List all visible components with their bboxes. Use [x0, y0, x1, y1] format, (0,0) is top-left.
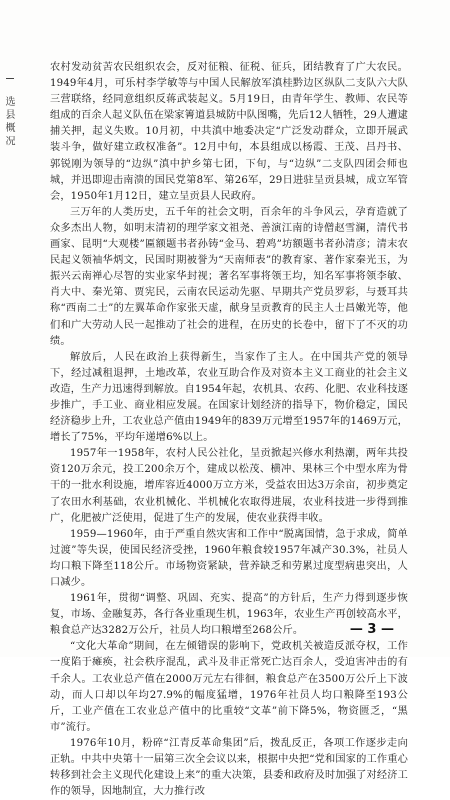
- margin-mark: [6, 78, 14, 79]
- paragraph: “文化大革命”期间，在左倾错误的影响下，党政机关被造反派夺权，工作一度陷于瘫痪，社会秩序混乱，武斗及非正常死亡达百余人，受迫害冲击的有千余人。工农业总产值在2000万元左右徘徊，粮食总产在3500万公斤上下波动，而人口却以年均27.9%的幅度猛增，1976年社员人均口粮降至193公斤，工业产值在工农业总产值中的比重较“文革”前下降5%，物资匮乏，“黑市”流行。: [50, 641, 408, 733]
- paragraph: 三万年的人类历史，五千年的社会文明，百余年的斗争风云，孕育造就了众多杰出人物，如明末清初的理学家文祖尧、善演江南的诗僧赵雪澜，清代书画家、昆明“大观楼”匾额题书者孙铸“金马、碧鸡”坊额题书者孙清彦；清末农民起义领袖华炳文，民国时期被誉为“天南师表”的教育家、著作家秦光玉，为振兴云南禅心尽智的实业家华封视；著名军事将领王均，知名军事将领李敏、肖大中、秦光第、贾宪民，云南农民运动先驱、早期共产党员罗彩，与聂耳共称“西南二士”的左翼革命作家张天虚，献身呈贡教育的民主人士昌嫩光等，他们和广大劳动人民一起推动了社会的进程，在历史的长卷中，留下了不灭的功绩。: [50, 206, 408, 347]
- paragraph: 1957年一1958年，农村人民公社化，呈贡掀起兴修水利热潮，两年共投资120万余元，投工200余万个，建成以松茂、横冲、果林三个中型水库为骨干的一批水利设施，增库容近4000万立方米，受益农田达3万余亩，初步奠定了农田水利基础，农业机械化、半机械化农取得进展，农业科技进一步得到推广，化肥被广泛使用，促进了生产的发展，使农业获得丰收。: [50, 448, 408, 524]
- body-text: [50, 60, 408, 800]
- paragraph: 1959—1960年，由于严重自然灾害和工作中“脱离国情，急于求成，简单过渡”等失误，使国民经济受挫，1960年粮食较1957年减产30.3%，社员人均口粮下降至118公斤。市场物资紧缺，营养缺乏和劳累过度型病患突出，人口减少。: [50, 528, 408, 588]
- margin-note: 选 县 概 况: [3, 96, 14, 146]
- paragraph: 1976年10月，粉碎“江青反革命集团”后，拨乱反正，各项工作逐步走向正轨。中共中央第十一届第三次全会议以来，根据中央把“党和国家的工作重心转移到社会主义现代化建设上来”的重大决策，县委和政府及时加强了对经济工作的领导，因地制宜，大力推行改: [50, 737, 408, 798]
- paragraph: 1961年，贯彻“调整、巩固、充实、提高”的方针后，生产力得到逐步恢复，市场、金融复苏，各行各业重现生机，1963年，农业生产再创较高水平，粮食总产达3282万公斤，社员人均口粮增至268公斤。: [50, 593, 408, 637]
- paragraph: 解放后，人民在政治上获得新生，当家作了主人。在中国共产党的领导下，经过减租退押，土地改革，农业互助合作及对资本主义工商业的社会主义改造，生产力迅速得到解放。自1954年起，农机具、农药、化肥、农业科技逐步推广，手工业、商业相应发展。在国家计划经济的指导下，物价稳定，国民经济稳步上升，工农业总产值由1949年的839万元增至1957年的1469万元，增长了75%，平均年递增6%以上。: [50, 351, 408, 444]
- page-number: — 3 —: [349, 622, 394, 637]
- paragraph: 农村发动贫苦农民组织农会，反对征粮、征税、征兵，团结教育了广大农民。1949年4月，可乐村李学敏等与中国人民解放军滇桂黔边区纵队二支队六大队三营联络，经同意组织反蒋武装起义。5月19日，由青年学生、教师、农民等组成的百余人起义队伍在梁家箐道县城防中队图嘴，先后12人牺牲，29人遭逮捕关押，起义失败。10月初，中共滇中地委决定“广泛发动群众，立即开展武装斗争，做好建立政权准备”。12月中旬，本县组成以杨霞、王茂、吕丹书、郭锐刚为领导的“边纵”滇中护乡第七团，下旬，与“边纵”二支队四团会师也城，并迅即迎击南溃的国民党第8军、第26军，29日进驻呈贡县城，成立军管会，1950年1月12日，建立呈贡县人民政府。: [50, 62, 408, 202]
